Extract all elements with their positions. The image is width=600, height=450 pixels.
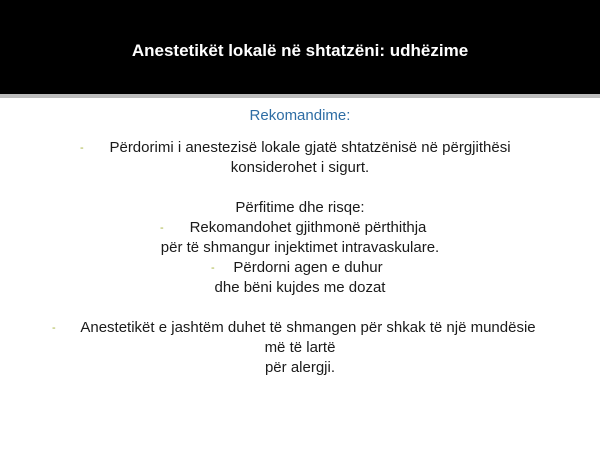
bullet-marker: - [52, 322, 56, 334]
slide-title: Anestetikët lokalë në shtatzëni: udhëzime [131, 41, 469, 60]
bullet-marker: - [211, 262, 215, 274]
bullet-marker: - [160, 222, 164, 234]
text-line: për alergji. [264, 359, 336, 376]
text-line: Rekomandohet gjithmonë përthithja [189, 219, 427, 236]
title-bar [0, 0, 600, 94]
text-line: konsiderohet i sigurt. [230, 159, 370, 176]
title-divider [0, 94, 600, 98]
section-subtitle: Rekomandime: [249, 107, 351, 124]
text-line: Përdorni agen e duhur [233, 259, 383, 276]
bullet-marker: - [80, 142, 84, 154]
text-line: Përfitime dhe risqe: [235, 199, 365, 216]
text-line: dhe bëni kujdes me dozat [214, 279, 386, 296]
text-line: për të shmangur injektimet intravaskulare. [160, 239, 440, 256]
text-line: më të lartë [264, 339, 336, 356]
text-line: Përdorimi i anestezisë lokale gjatë shtatzënisë në përgjithësi [109, 139, 511, 156]
text-line: Anestetikët e jashtëm duhet të shmangen për shkak të një mundësie [80, 319, 536, 336]
